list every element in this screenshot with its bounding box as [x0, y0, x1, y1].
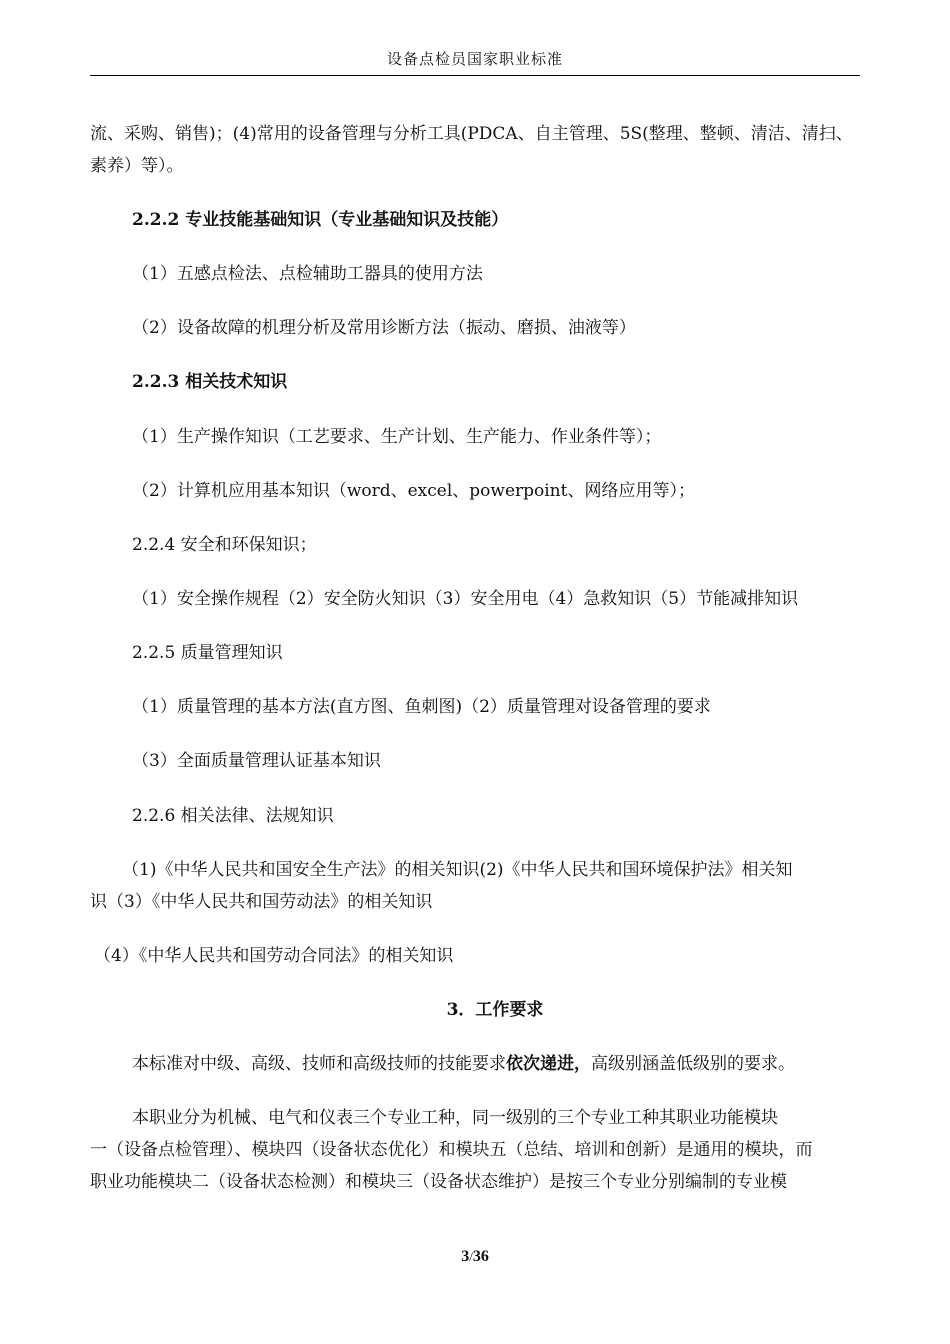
section-heading-2-2-3: 2.2.3 相关技术知识 [132, 372, 288, 392]
list-item: （4）《中华人民共和国劳动合同法》的相关知识 [94, 946, 454, 966]
section-heading-2-2-4: 2.2.4 安全和环保知识； [132, 535, 317, 555]
list-item: （1）生产操作知识（工艺要求、生产计划、生产能力、作业条件等）； [132, 427, 662, 447]
list-item: （1）安全操作规程（2）安全防火知识（3）安全用电（4）急救知识（5）节能减排知识 [132, 589, 799, 609]
section-heading-2-2-6: 2.2.6 相关法律、法规知识 [132, 806, 334, 826]
paragraph-text: 高级别涵盖低级别的要求。 [591, 1054, 795, 1074]
paragraph-line: 素养）等）。 [90, 156, 184, 176]
list-item: （2）计算机应用基本知识（word、excel、powerpoint、网络应用等）； [132, 481, 695, 501]
section-heading-3: 3．工作要求 [446, 1000, 544, 1020]
paragraph-line: 本职业分为机械、电气和仪表三个专业工种，同一级别的三个专业工种其职业功能模块 [132, 1108, 778, 1128]
paragraph-text: 本标准对中级、高级、技师和高级技师的技能要求 [132, 1054, 506, 1074]
list-item: （3）全面质量管理认证基本知识 [132, 751, 381, 771]
list-item: （1）五感点检法、点检辅助工器具的使用方法 [132, 264, 483, 284]
paragraph [132, 1048, 907, 1080]
list-item: （1）质量管理的基本方法(直方图、鱼刺图)（2）质量管理对设备管理的要求 [132, 697, 711, 717]
list-item: （2）设备故障的机理分析及常用诊断方法（振动、磨损、油液等） [132, 318, 636, 338]
page-number [0, 1248, 950, 1266]
list-item: （1)《中华人民共和国安全生产法》的相关知识(2)《中华人民共和国环境保护法》相关知 [122, 860, 793, 880]
emphasis-text: 依次递进， [506, 1054, 591, 1074]
section-heading-2-2-5: 2.2.5 质量管理知识 [132, 643, 283, 663]
paragraph-line: 流、采购、销售)；(4)常用的设备管理与分析工具(PDCA、自主管理、5S(整理、整顿、清洁、清扫、 [90, 124, 853, 144]
list-item: 识（3）《中华人民共和国劳动法》的相关知识 [90, 892, 433, 912]
paragraph-line: 一（设备点检管理）、模块四（设备状态优化）和模块五（总结、培训和创新）是通用的模块，而 [90, 1140, 813, 1160]
page-current: 3 [461, 1248, 470, 1265]
section-heading-2-2-2: 2.2.2 专业技能基础知识（专业基础知识及技能） [132, 210, 509, 230]
page-separator: / [469, 1249, 473, 1264]
running-header: 设备点检员国家职业标准 [386, 50, 563, 68]
header-rule [90, 75, 860, 76]
page-total: 36 [472, 1248, 489, 1265]
paragraph-line: 职业功能模块二（设备状态检测）和模块三（设备状态维护）是按三个专业分别编制的专业模 [90, 1172, 787, 1192]
